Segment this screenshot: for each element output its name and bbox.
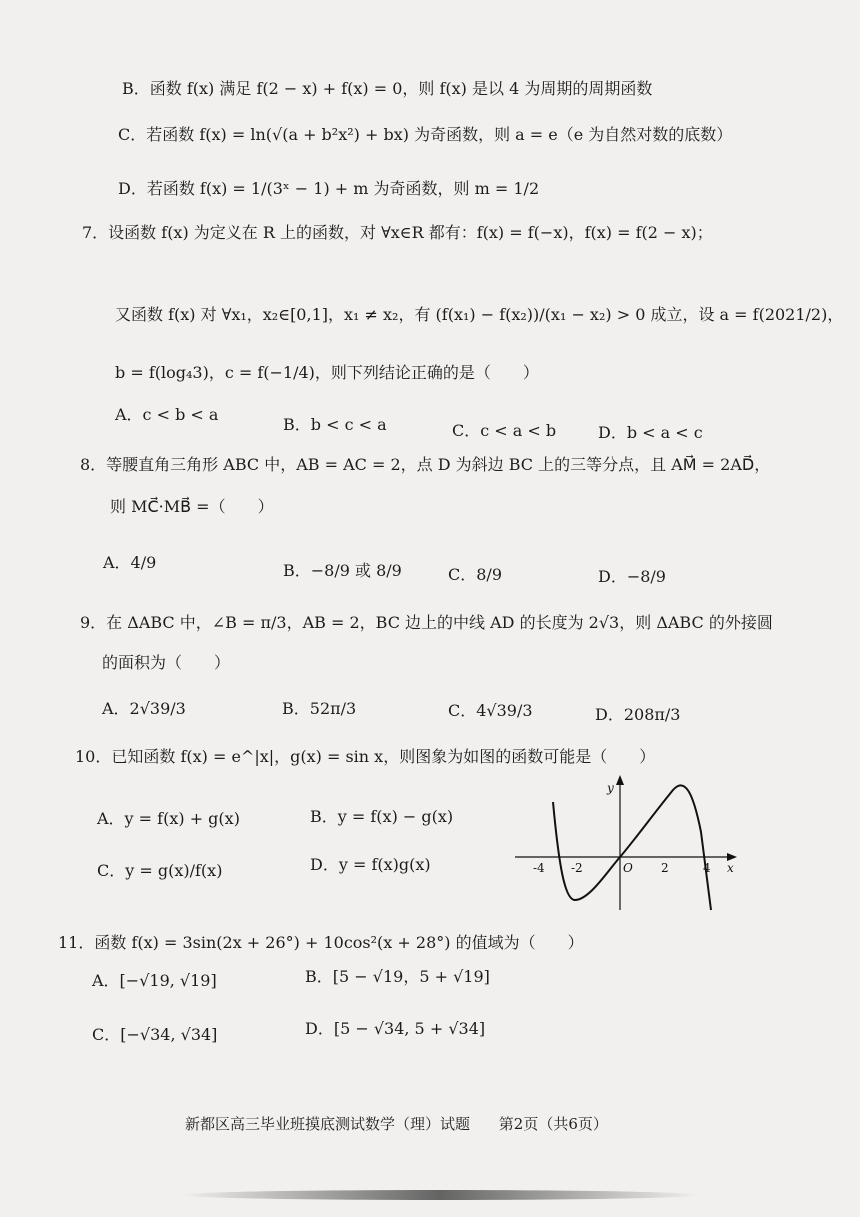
x-axis-label: x <box>727 861 734 875</box>
page-footer <box>185 1113 632 1134</box>
tick-label: 2 <box>661 861 669 875</box>
q8-option-a: A．4/9 <box>103 553 157 572</box>
q10-option-b: B．y = f(x) − g(x) <box>310 807 454 826</box>
q8-option-d: D．−8/9 <box>598 567 666 586</box>
footer-title: 新都区高三毕业班摸底测试数学（理）试题 <box>185 1115 471 1133</box>
origin-label: O <box>623 861 633 875</box>
q9-option-c: C．4√39/3 <box>448 701 533 720</box>
q7-option-b: B．b < c < a <box>283 415 387 434</box>
tick-label: -4 <box>533 861 545 875</box>
q8-option-b: B．−8/9 或 8/9 <box>283 561 402 580</box>
q7-stem-line1: 7．设函数 f(x) 为定义在 R 上的函数，对 ∀x∈R 都有：f(x) = f(−x)，f(x) = f(2 − x)； <box>82 223 713 242</box>
scan-shadow <box>180 1190 700 1200</box>
q7-stem-line2: 又函数 f(x) 对 ∀x₁，x₂∈[0,1]，x₁ ≠ x₂，有 (f(x₁) − f(x₂))/(x₁ − x₂) > 0 成立，设 a = f(2021/2)， <box>115 305 844 324</box>
y-axis-label: y <box>607 781 614 795</box>
y-axis-arrow <box>616 775 624 785</box>
q10-stem: 10．已知函数 f(x) = e^|x|，g(x) = sin x，则图象为如图的函数可能是（ ） <box>75 747 656 766</box>
tick-label: 4 <box>703 861 711 875</box>
q6-option-b: B．函数 f(x) 满足 f(2 − x) + f(x) = 0，则 f(x) 是以 4 为周期的周期函数 <box>122 79 653 98</box>
q10-option-c: C．y = g(x)/f(x) <box>97 861 223 880</box>
q7-option-d: D．b < a < c <box>598 423 703 442</box>
q11-stem: 11．函数 f(x) = 3sin(2x + 26°) + 10cos²(x + 28°) 的值域为（ ） <box>58 933 584 952</box>
q11-option-a: A．[−√19, √19] <box>92 971 217 990</box>
q9-option-a: A．2√39/3 <box>102 699 186 718</box>
x-axis-arrow <box>727 853 737 861</box>
tick-label: -2 <box>571 861 583 875</box>
q7-option-c: C．c < a < b <box>452 421 557 440</box>
q10-option-a: A．y = f(x) + g(x) <box>97 809 240 828</box>
q8-stem-line1: 8．等腰直角三角形 ABC 中，AB = AC = 2，点 D 为斜边 BC 上的三等分点，且 AM⃗ = 2AD⃗， <box>80 455 771 474</box>
q11-option-d: D．[5 − √34, 5 + √34] <box>305 1019 486 1038</box>
q6-option-c: C．若函数 f(x) = ln(√(a + b²x²) + bx) 为奇函数，则 a = e（e 为自然对数的底数） <box>118 125 733 144</box>
function-graph <box>515 772 740 912</box>
q9-stem-line2: 的面积为（ ） <box>102 653 231 672</box>
q8-option-c: C．8/9 <box>448 565 502 584</box>
q11-option-c: C．[−√34, √34] <box>92 1025 218 1044</box>
q9-option-b: B．52π/3 <box>282 699 357 718</box>
q7-option-a: A．c < b < a <box>115 405 219 424</box>
q9-option-d: D．208π/3 <box>595 705 681 724</box>
q10-option-d: D．y = f(x)g(x) <box>310 855 431 874</box>
q11-option-b: B．[5 − √19，5 + √19] <box>305 967 490 986</box>
q8-stem-line2: 则 MC⃗·MB⃗ =（ ） <box>110 497 274 516</box>
curve <box>553 785 711 910</box>
footer-page-number: 第2页（共6页） <box>498 1115 608 1133</box>
q6-option-d: D．若函数 f(x) = 1/(3ˣ − 1) + m 为奇函数，则 m = 1/2 <box>118 179 540 198</box>
q9-stem-line1: 9．在 ΔABC 中，∠B = π/3，AB = 2，BC 边上的中线 AD 的长度为 2√3，则 ΔABC 的外接圆 <box>80 613 773 632</box>
q7-stem-line3: b = f(log₄3)，c = f(−1/4)，则下列结论正确的是（ ） <box>115 363 539 382</box>
